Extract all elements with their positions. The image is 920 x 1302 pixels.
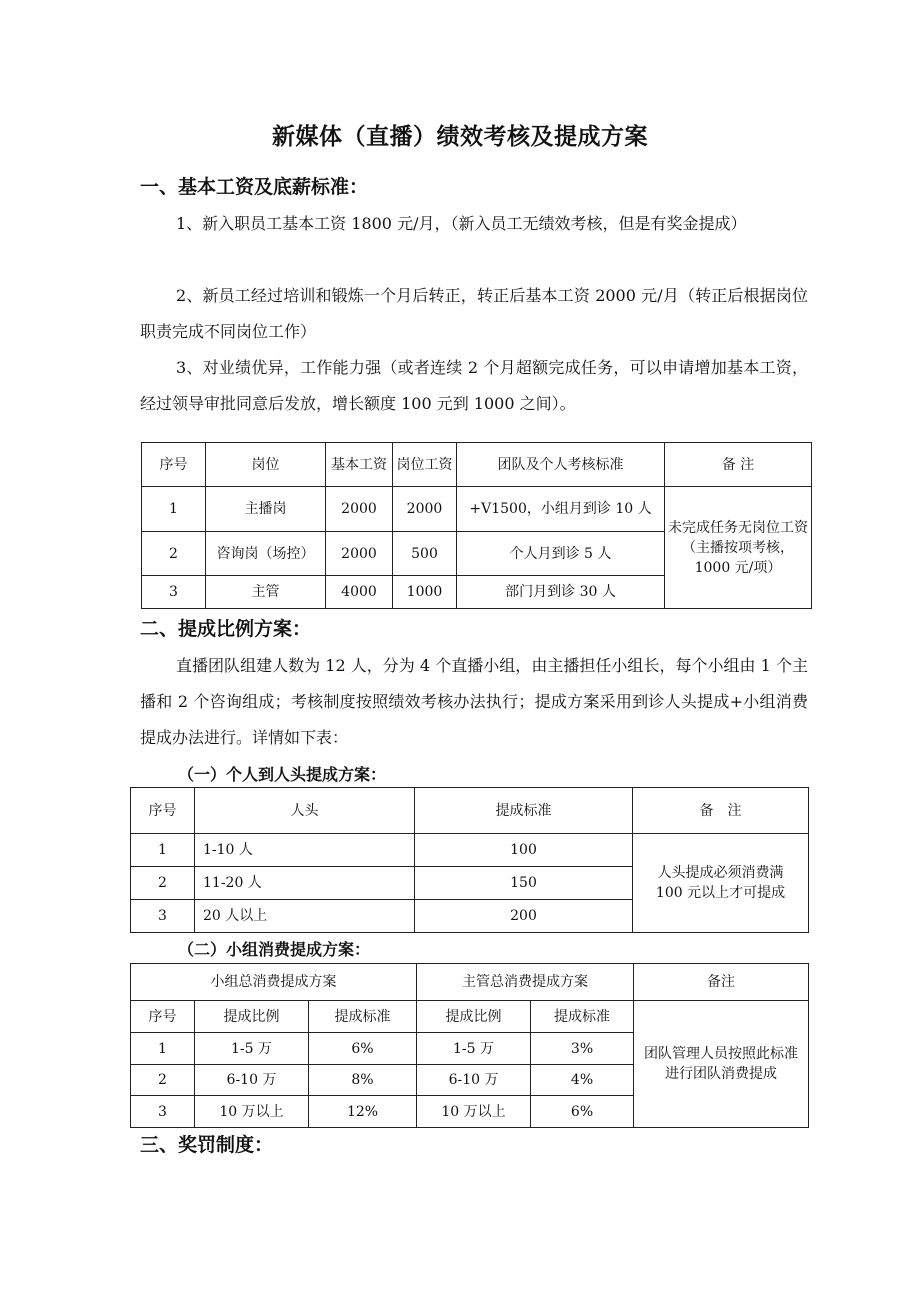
consumption-cell: 3 <box>131 1096 195 1128</box>
salary-cell: 部门月到诊 30 人 <box>457 576 665 609</box>
headcount-header-index: 序号 <box>131 788 195 834</box>
consumption-group-team: 小组总消费提成方案 <box>131 964 417 1001</box>
consumption-header-note: 备注 <box>634 964 809 1001</box>
headcount-cell: 150 <box>415 867 633 900</box>
salary-cell: 4000 <box>326 576 393 609</box>
headcount-cell: 1-10 人 <box>195 834 415 867</box>
section3-heading: 三、奖罚制度： <box>140 1134 274 1156</box>
salary-header-note: 备 注 <box>665 443 812 487</box>
consumption-cell: 1-5 万 <box>195 1033 309 1065</box>
headcount-cell: 11-20 人 <box>195 867 415 900</box>
subsection-1-heading: （一）个人到人头提成方案： <box>178 765 387 784</box>
consumption-cell: 10 万以上 <box>195 1096 309 1128</box>
consumption-cell: 6-10 万 <box>417 1065 531 1096</box>
headcount-cell: 2 <box>131 867 195 900</box>
consumption-subheader-index: 序号 <box>131 1001 195 1033</box>
salary-header-criteria: 团队及个人考核标准 <box>457 443 665 487</box>
salary-cell: 主播岗 <box>206 487 326 532</box>
salary-cell: 2 <box>142 532 206 576</box>
page-title: 新媒体（直播）绩效考核及提成方案 <box>272 124 648 150</box>
consumption-subheader-ratio: 提成比例 <box>417 1001 531 1033</box>
consumption-cell: 4% <box>531 1065 634 1096</box>
salary-cell: +V1500，小组月到诊 10 人 <box>457 487 665 532</box>
salary-note-cell <box>665 487 812 609</box>
section1-heading: 一、基本工资及底薪标准： <box>140 176 369 198</box>
headcount-note-cell: 人头提成必须消费满 100 元以上才可提成 <box>633 834 809 933</box>
section1-paragraph-3: 3、对业绩优异，工作能力强（或者连续 2 个月超额完成任务，可以申请增加基本工资，经过领导审批同意后发放，增长额度 100 元到 1000 之间）。 <box>140 358 808 413</box>
headcount-header-standard: 提成标准 <box>415 788 633 834</box>
section1-paragraph-2: 2、新员工经过培训和锻炼一个月后转正，转正后基本工资 2000 元/月（转正后根据岗位职责完成不同岗位工作） <box>140 286 808 341</box>
consumption-cell: 12% <box>309 1096 417 1128</box>
consumption-table <box>130 963 809 1128</box>
consumption-cell: 6% <box>531 1096 634 1128</box>
salary-cell: 1000 <box>393 576 457 609</box>
salary-cell: 2000 <box>393 487 457 532</box>
consumption-cell: 6-10 万 <box>195 1065 309 1096</box>
consumption-subheader-standard: 提成标准 <box>309 1001 417 1033</box>
consumption-subheader-standard: 提成标准 <box>531 1001 634 1033</box>
salary-cell: 3 <box>142 576 206 609</box>
salary-table <box>141 442 812 609</box>
salary-cell: 1 <box>142 487 206 532</box>
section2-heading: 二、提成比例方案： <box>140 618 312 640</box>
salary-cell: 主管 <box>206 576 326 609</box>
section2-paragraph: 直播团队组建人数为 12 人，分为 4 个直播小组，由主播担任小组长，每个小组由 1 个主播和 2 个咨询组成；考核制度按照绩效考核办法执行；提成方案采用到诊人头提成+小组消费提成办法进行。详情如下表： <box>140 656 808 747</box>
headcount-cell: 200 <box>415 900 633 933</box>
salary-cell: 2000 <box>326 487 393 532</box>
consumption-cell: 8% <box>309 1065 417 1096</box>
consumption-cell: 1 <box>131 1033 195 1065</box>
subsection-2-heading: （二）小组消费提成方案： <box>178 940 371 959</box>
headcount-header-note: 备 注 <box>633 788 809 834</box>
consumption-cell: 6% <box>309 1033 417 1065</box>
headcount-header-people: 人头 <box>195 788 415 834</box>
salary-header-index: 序号 <box>142 443 206 487</box>
section1-paragraph-1: 1、新入职员工基本工资 1800 元/月，（新入员工无绩效考核，但是有奖金提成） <box>176 214 747 233</box>
salary-header-base: 基本工资 <box>326 443 393 487</box>
consumption-group-manager: 主管总消费提成方案 <box>417 964 634 1001</box>
consumption-cell: 2 <box>131 1065 195 1096</box>
consumption-cell: 3% <box>531 1033 634 1065</box>
salary-cell: 2000 <box>326 532 393 576</box>
salary-cell: 500 <box>393 532 457 576</box>
headcount-cell: 100 <box>415 834 633 867</box>
salary-cell: 咨询岗（场控） <box>206 532 326 576</box>
salary-header-position: 岗位 <box>206 443 326 487</box>
consumption-cell: 10 万以上 <box>417 1096 531 1128</box>
consumption-cell: 1-5 万 <box>417 1033 531 1065</box>
table-row <box>142 487 812 532</box>
salary-cell: 个人月到诊 5 人 <box>457 532 665 576</box>
headcount-cell: 1 <box>131 834 195 867</box>
consumption-note-cell: 团队管理人员按照此标准进行团队消费提成 <box>634 1001 809 1128</box>
salary-note-line-2: （主播按项考核，1000 元/项） <box>682 539 794 576</box>
headcount-table <box>130 787 809 933</box>
consumption-subheader-ratio: 提成比例 <box>195 1001 309 1033</box>
headcount-cell: 3 <box>131 900 195 933</box>
headcount-cell: 20 人以上 <box>195 900 415 933</box>
salary-header-post: 岗位工资 <box>393 443 457 487</box>
table-row <box>131 834 809 867</box>
salary-note-line-1: 未完成任务无岗位工资 <box>668 519 808 536</box>
